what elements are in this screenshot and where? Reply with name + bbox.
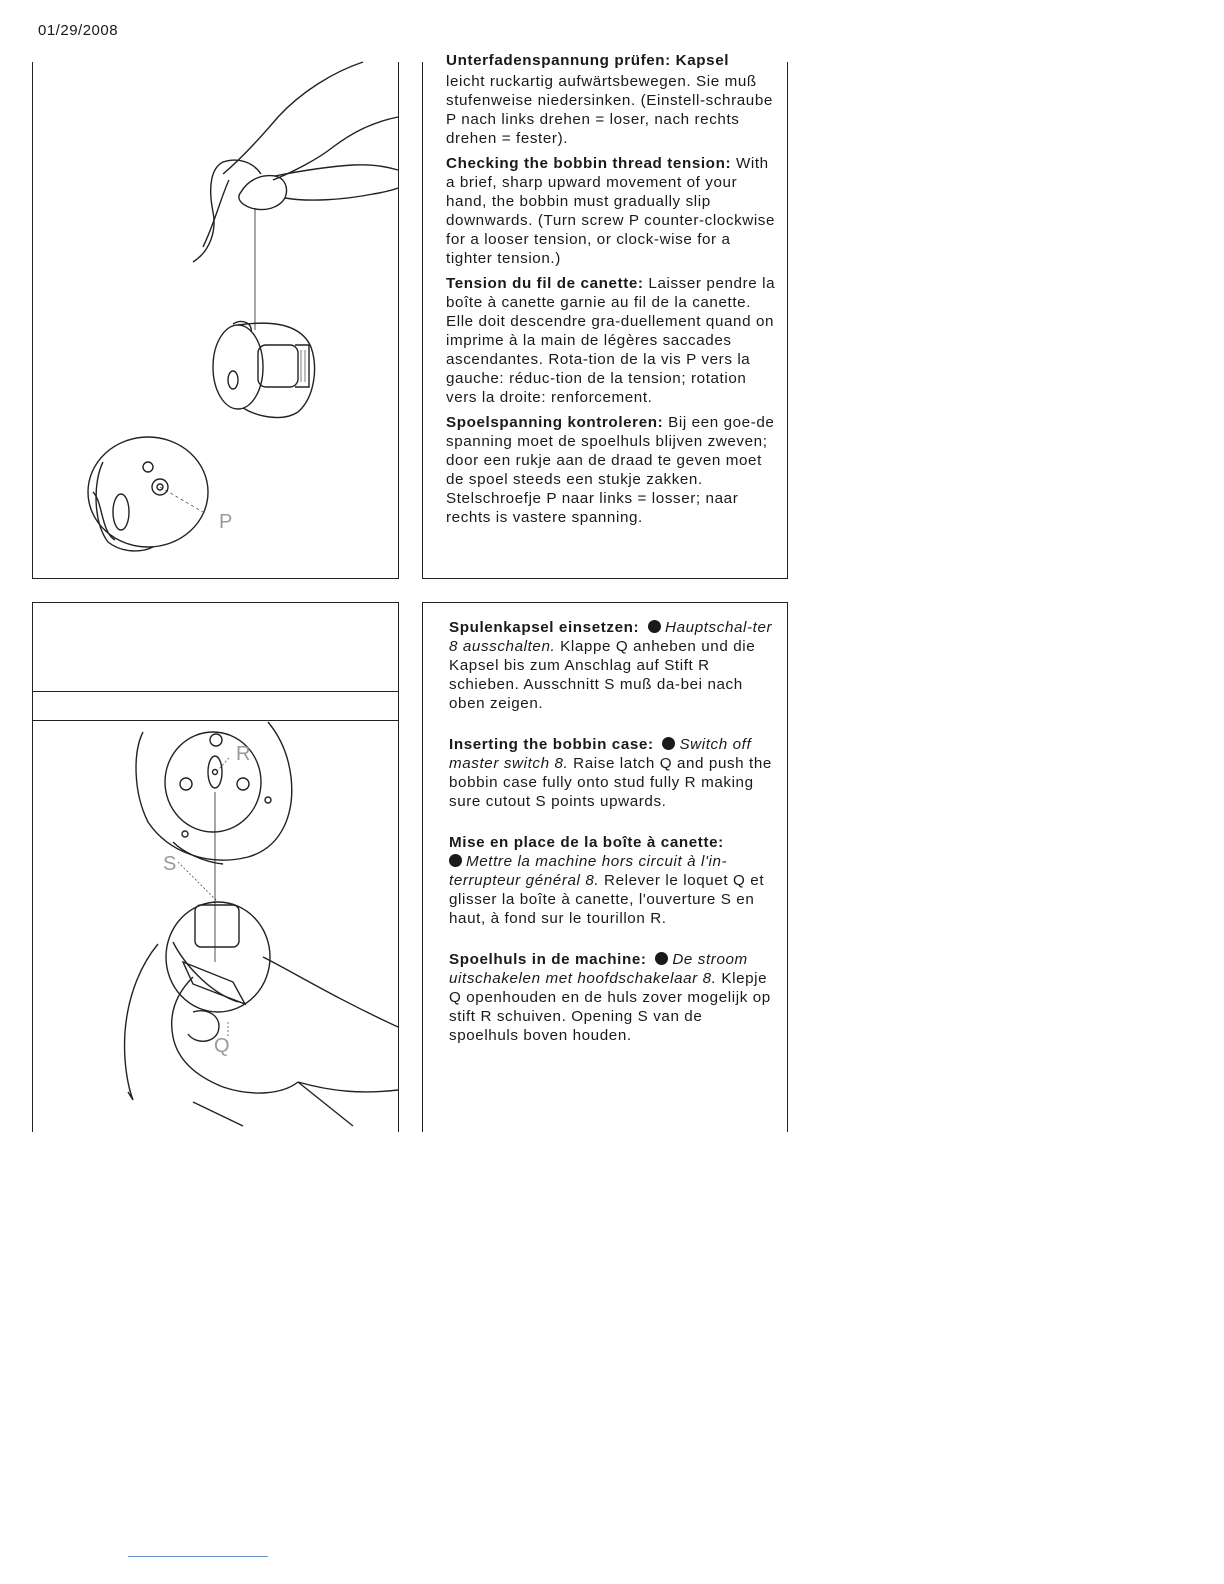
text-block-insert	[449, 618, 774, 1051]
label-r: R	[236, 743, 251, 765]
text-block-tension	[446, 52, 776, 533]
paragraph-de-insert: Spulenkapsel einsetzen: Hauptschal-ter 8 ausschalten. Klappe Q anheben und die Kapsel bis zum Anschlag auf Stift R schieben. Ausschnitt S muß da-bei nach oben zeigen.	[449, 619, 773, 712]
paragraph-de: leicht ruckartig aufwärtsbewegen. Sie muß stufenweise niedersinken. (Einstell-schraube P nach links drehen = loser, nach rechts drehen = fester).	[446, 73, 773, 147]
scan-date: 01/29/2008	[38, 22, 119, 39]
paragraph-nl-insert: Spoelhuls in de machine: De stroom uitschakelen met hoofdschakelaar 8. Klepje Q openhouden en de huls zover mogelijk op stift R schuiven. Opening S van de spoelhuls boven houden.	[449, 951, 771, 1044]
paragraph-fr-insert: Mise en place de la boîte à canette: Mettre la machine hors circuit à l'in-terrupteur général 8. Relever le loquet Q et glisser la boîte à canette, l'ouverture S en haut, à fond sur le tourillon R.	[449, 834, 765, 927]
paragraph-en: Checking the bobbin thread tension: With a brief, sharp upward movement of your hand, the bobbin must gradually slip downwards. (Turn screw P counter-clockwise for a looser tension, or clock-wise for a tighter tension.)	[446, 155, 776, 267]
label-s: S	[163, 853, 177, 875]
bobbin-tension-illustration	[33, 62, 398, 577]
heading-fr: Tension du fil de canette:	[446, 275, 644, 292]
bobbin-insert-illustration	[33, 722, 398, 1126]
label-q: Q	[214, 1035, 230, 1057]
heading-nl: Spoelspanning kontroleren:	[446, 414, 664, 431]
footer-rule	[128, 1556, 268, 1557]
paragraph-fr: Tension du fil de canette: Laisser pendre la boîte à canette garnie au fil de la canette. Elle doit descendre gra-duellement quand on imprime à la main de légères saccades ascendantes. Rota-tion de la vis P vers la gauche: réduc-tion de la tension; rotation vers la droite: renforcement.	[446, 275, 776, 406]
paragraph-nl: Spoelspanning kontroleren: Bij een goe-de spanning moet de spoelhuls blijven zweven; door een rukje aan de draad te geven moet de spoel steeds een stukje zakken. Stelschroefje P naar links = losser; naar rechts is vastere spanning.	[446, 414, 775, 526]
illustration-divider-band	[32, 691, 399, 721]
cropped-heading-de: Unterfadenspannung prüfen: Kapsel	[446, 52, 730, 69]
heading-en: Checking the bobbin thread tension:	[446, 155, 732, 172]
paragraph-en-insert: Inserting the bobbin case: Switch off master switch 8. Raise latch Q and push the bobbin case fully onto stud fully R making sure cutout S points upwards.	[449, 736, 772, 810]
label-p: P	[219, 511, 233, 533]
